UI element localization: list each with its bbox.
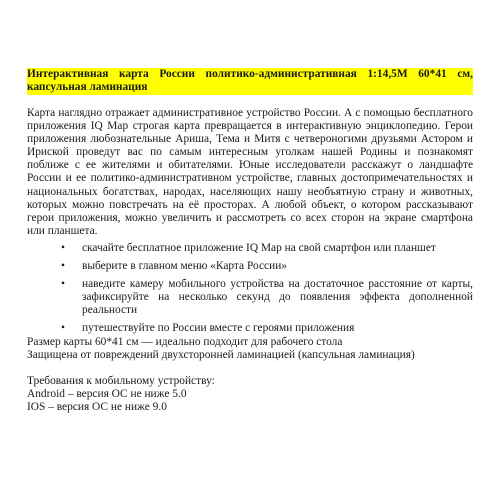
requirements-heading: Требования к мобильному устройству: xyxy=(27,374,215,387)
instructions-list xyxy=(27,242,473,336)
bullet-icon: • xyxy=(61,322,65,335)
list-item xyxy=(61,278,473,317)
android-requirement: Android – версия ОС не ниже 5.0 xyxy=(27,387,187,400)
list-item xyxy=(61,260,473,273)
step-text: скачайте бесплатное приложение IQ Map на свой смартфон или планшет xyxy=(82,241,436,254)
step-text: наведите камеру мобильного устройства на достаточное расстояние от карты, зафиксируйте на несколько секунд до появления эффекта дополненной реальности xyxy=(82,278,473,317)
spacer xyxy=(27,362,473,375)
step-text: путешествуйте по России вместе с героями приложения xyxy=(82,322,355,335)
lamination-text: Защищена от повреждений двухсторонней ламинацией (капсульная ламинация) xyxy=(27,348,415,361)
description-paragraph: Карта наглядно отражает административное устройство России. А с помощью бесплатного приложения IQ Map строгая карта превращается в интерактивную энциклопедию. Герои приложения любознательные Ариша, Тема и Митя с четвероногими друзьями Астором и Ириской проведут вас по самым интересным уголкам нашей Родины и познакомят поближе с ее жителями и обитателями. Юные исследователи расскажут о ландшафте России и ее политико-административном устройстве, главных достопримечательностях и национальных богатствах, народах, населяющих нашу необъятную страну и животных, которых можно повстречать на её просторах. А любой объект, о котором рассказывают герои приложения, можно увеличить и рассмотреть со всех сторон на экране смартфона или планшета. xyxy=(27,107,473,237)
ios-requirement: IOS – версия ОС не ниже 9.0 xyxy=(27,400,167,413)
bullet-icon: • xyxy=(61,260,65,273)
map-size-text: Размер карты 60*41 см — идеально подходит для рабочего стола xyxy=(27,335,343,348)
product-title: Интерактивная карта России политико-административная 1:14,5М 60*41 см, капсульная ламинация xyxy=(27,68,473,93)
list-item xyxy=(61,322,473,335)
bullet-icon: • xyxy=(61,278,65,291)
list-item xyxy=(61,242,473,255)
bullet-icon: • xyxy=(61,241,65,254)
step-text: выберите в главном меню «Карта России» xyxy=(82,260,287,273)
product-description xyxy=(27,68,473,414)
